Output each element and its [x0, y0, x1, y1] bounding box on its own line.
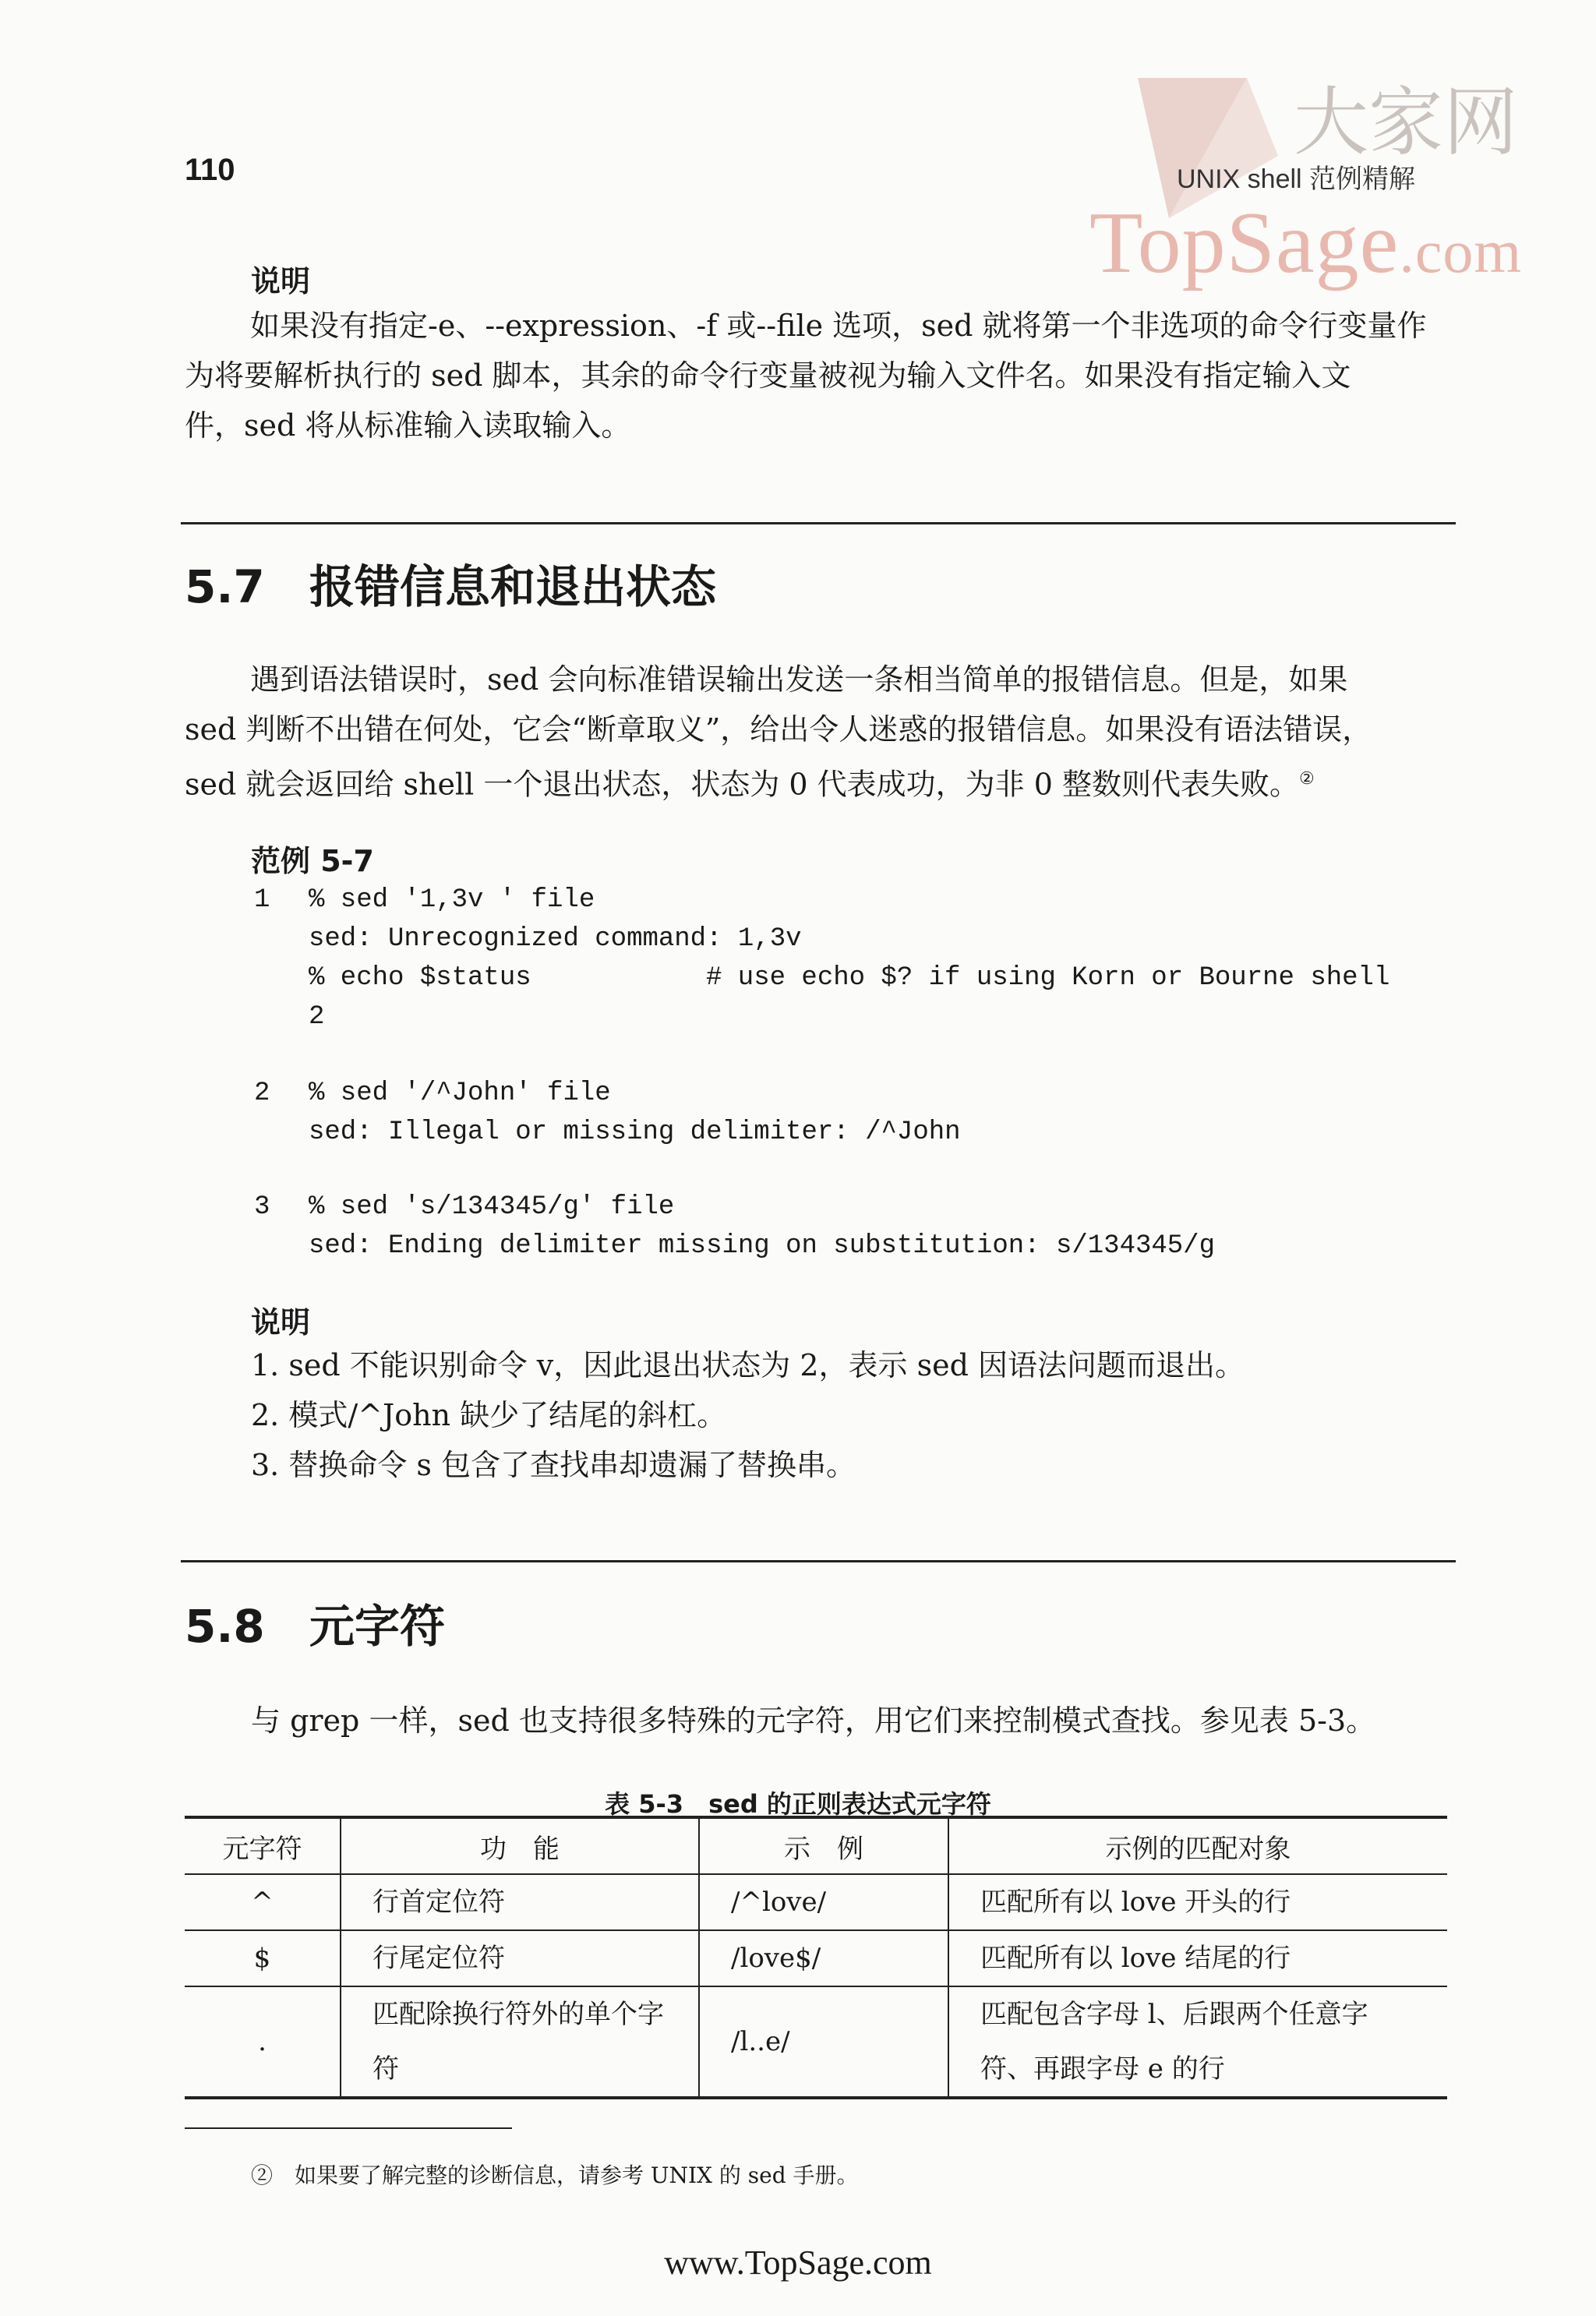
intro-note-label: 说明 — [251, 264, 311, 298]
table-cell: . — [185, 1986, 341, 2098]
table-cell: 行首定位符 — [341, 1874, 699, 1930]
note-item-1: 1. sed 不能识别命令 v，因此退出状态为 2，表示 sed 因语法问题而退出。 — [251, 1348, 1245, 1382]
example-1-command: % sed '1,3v ' file — [309, 885, 595, 915]
section-57-heading — [185, 550, 716, 616]
section-rule-57 — [181, 522, 1456, 524]
table-cell: 匹配包含字母 l、后跟两个任意字符、再跟字母 e 的行 — [948, 1986, 1447, 2098]
s57-line-1: 遇到语法错误时，sed 会向标准错误输出发送一条相当简单的报错信息。但是，如果 — [250, 662, 1348, 697]
example-1-output-2: 2 — [309, 1002, 325, 1032]
intro-note-paragraph — [185, 301, 1455, 450]
section-58-number: 5.8 — [185, 1600, 265, 1653]
site-footer-url: www.TopSage.com — [664, 2244, 932, 2282]
table-cell: 行尾定位符 — [341, 1930, 699, 1986]
table-row — [185, 1874, 1447, 1930]
note-item-2: 2. 模式/^John 缺少了结尾的斜杠。 — [251, 1398, 727, 1432]
table-caption: 表 5-3 sed 的正则表达式元字符 — [605, 1789, 991, 1819]
table-header-row — [185, 1817, 1447, 1874]
table-cell: $ — [185, 1930, 341, 1986]
table-cell: 匹配所有以 love 结尾的行 — [948, 1930, 1447, 1986]
table-header-cell: 示例的匹配对象 — [948, 1817, 1447, 1874]
example-1-command-2: % echo $status — [309, 963, 531, 993]
table-cell: /l..e/ — [699, 1986, 948, 2098]
watermark-logo-text: 大家网 — [1294, 79, 1518, 166]
page-number: 110 — [185, 153, 235, 187]
table-cell: 匹配除换行符外的单个字符 — [341, 1986, 699, 2098]
metachar-table — [185, 1816, 1447, 2099]
section-57-paragraph — [185, 655, 1455, 810]
example-1-comment: # use echo $? if using Korn or Bourne shell — [706, 963, 1390, 993]
example-label: 范例 5-7 — [251, 844, 374, 878]
table-row — [185, 1986, 1447, 2098]
intro-line-3: 件，sed 将从标准输入读取输入。 — [185, 408, 631, 443]
table-row — [185, 1930, 1447, 1986]
s57-line-2: sed 判断不出错在何处，它会“断章取义”，给出令人迷惑的报错信息。如果没有语法错误， — [185, 712, 1372, 747]
section-58-paragraph: 与 grep 一样，sed 也支持很多特殊的元字符，用它们来控制模式查找。参见表 5-3。 — [251, 1703, 1376, 1738]
note-item-3: 3. 替换命令 s 包含了查找串却遗漏了替换串。 — [251, 1448, 856, 1482]
footnote-marker: ② — [1299, 769, 1315, 789]
example-num-2: 2 — [254, 1079, 270, 1108]
watermark-suffix: .com — [1399, 217, 1523, 285]
metachar-table-wrap — [185, 1816, 1447, 2099]
table-cell: ^ — [185, 1874, 341, 1930]
section-58-heading — [185, 1590, 445, 1655]
example-2-output: sed: Illegal or missing delimiter: /^John — [309, 1117, 961, 1147]
table-header-cell: 示 例 — [699, 1817, 948, 1874]
section-58-title: 元字符 — [309, 1600, 446, 1653]
s57-line-3-wrap — [185, 754, 1455, 810]
footnote-rule — [185, 2127, 512, 2129]
footnote: ② 如果要了解完整的诊断信息，请参考 UNIX 的 sed 手册。 — [251, 2162, 859, 2188]
section-57-title: 报错信息和退出状态 — [309, 560, 717, 613]
intro-line-2: 为将要解析执行的 sed 脚本，其余的命令行变量被视为输入文件名。如果没有指定输入文 — [185, 358, 1351, 393]
table-cell: /^love/ — [699, 1874, 948, 1930]
watermark-text — [1089, 193, 1522, 294]
intro-line-1: 如果没有指定-e、--expression、-f 或--file 选项，sed 就将第一个非选项的命令行变量作 — [250, 309, 1427, 343]
section-rule-58 — [181, 1560, 1456, 1562]
table-header-cell: 元字符 — [185, 1817, 341, 1874]
watermark-main: TopSage — [1089, 195, 1400, 291]
running-header: UNIX shell 范例精解 — [1177, 164, 1416, 194]
example-2-command: % sed '/^John' file — [309, 1079, 611, 1108]
example-3-output: sed: Ending delimiter missing on substitution: s/134345/g — [309, 1231, 1215, 1261]
table-header-cell: 功 能 — [341, 1817, 699, 1874]
example-num-3: 3 — [254, 1192, 270, 1222]
example-num-1: 1 — [254, 885, 270, 915]
section-57-number: 5.7 — [185, 560, 265, 613]
s57-line-3: sed 就会返回给 shell 一个退出状态，状态为 0 代表成功，为非 0 整数则代表失败。 — [185, 767, 1299, 802]
example-1-output: sed: Unrecognized command: 1,3v — [309, 924, 802, 954]
example-notes — [251, 1340, 1420, 1490]
table-cell: 匹配所有以 love 开头的行 — [948, 1874, 1447, 1930]
table-cell: /love$/ — [699, 1930, 948, 1986]
example-note-label: 说明 — [251, 1305, 311, 1340]
example-3-command: % sed 's/134345/g' file — [309, 1192, 675, 1222]
